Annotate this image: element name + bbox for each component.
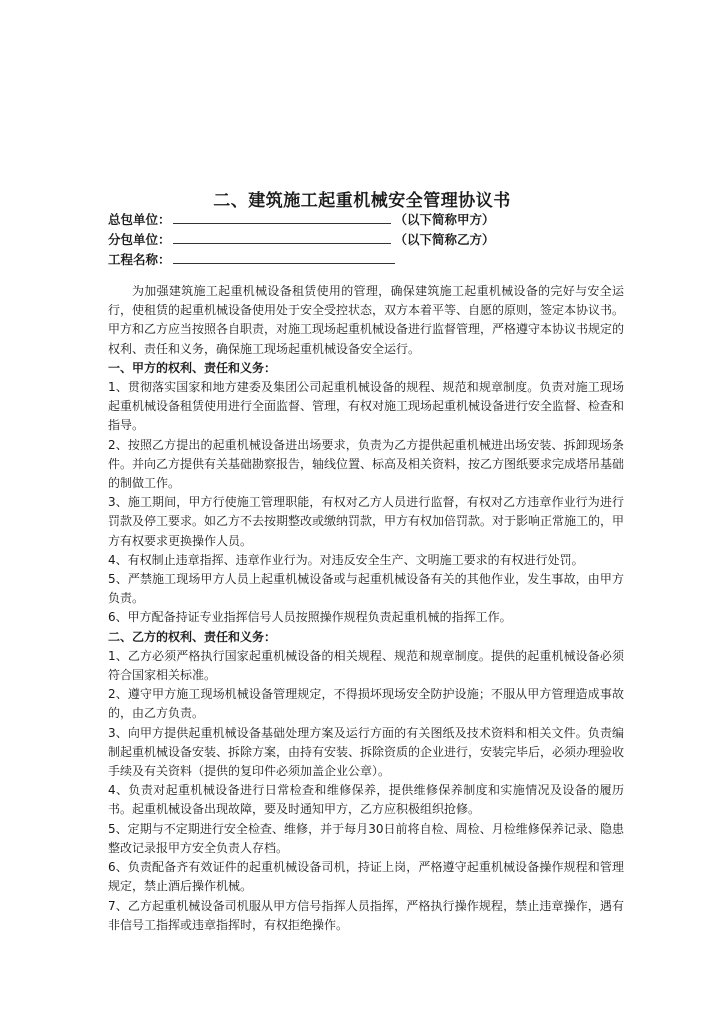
fill-in-blank <box>173 249 395 264</box>
field-label: 总包单位： <box>108 212 171 227</box>
clause-item: 4、有权制止违章指挥、违章作业行为。对违反安全生产、文明施工要求的有权进行处罚。 <box>108 552 584 567</box>
clause-item: 2、遵守甲方施工现场机械设备管理规定，不得损坏现场安全防护设施；不服从甲方管理造成事故的，由乙方负责。 <box>108 687 624 721</box>
clause-item: 7、乙方起重机械设备司机服从甲方信号指挥人员指挥，严格执行操作规程，禁止违章操作，遇有非信号工指挥或违章指挥时，有权拒绝操作。 <box>108 898 624 932</box>
fill-in-blank <box>173 229 391 244</box>
document-title: 二、建筑施工起重机械安全管理协议书 <box>213 191 511 211</box>
section-heading-party-b: 二、乙方的权利、责任和义务： <box>108 629 277 644</box>
fill-in-blank <box>173 209 391 224</box>
clause-item: 1、乙方必须严格执行国家起重机械设备的相关规程、规范和规章制度。提供的起重机械设备必须符合国家相关标准。 <box>108 648 624 683</box>
clause-item: 4、负责对起重机械设备进行日常检查和维修保养，提供维修保养制度和实施情况及设备的履历书。起重机械设备出现故障，要及时通知甲方，乙方应积极组织抢修。 <box>108 783 624 817</box>
clause-item: 2、按照乙方提出的起重机械设备进出场要求，负责为乙方提供起重机械进出场安装、拆卸现场条件。并向乙方提供有关基础勘察报告，轴线位置、标高及相关资料，按乙方图纸要求完成塔吊基础的制做工作。 <box>108 437 625 491</box>
field-note: （以下简称乙方） <box>394 232 495 247</box>
clause-item: 6、负责配备齐有效证件的起重机械设备司机，持证上岗，严格遵守起重机械设备操作规程和管理规定，禁止酒后操作机械。 <box>108 860 624 894</box>
field-general-contractor <box>108 209 495 227</box>
field-project-name <box>108 249 395 267</box>
clause-item: 5、定期与不定期进行安全检查、维修，并于每月30日前将自检、周检、月检维修保养记录、隐患整改记录报甲方安全负责人存档。 <box>108 821 624 855</box>
section-heading-party-a: 一、甲方的权利、责任和义务： <box>108 360 277 375</box>
agreement-body <box>108 282 624 935</box>
field-label: 工程名称： <box>108 252 171 267</box>
field-subcontractor <box>108 229 495 247</box>
field-label: 分包单位： <box>108 232 171 247</box>
field-note: （以下简称甲方） <box>394 212 495 227</box>
clause-item: 1、贯彻落实国家和地方建委及集团公司起重机械设备的规程、规范和规章制度。负责对施工现场起重机械设备租赁使用进行全面监督、管理，有权对施工现场起重机械设备进行安全监督、检查和指导。 <box>108 380 625 433</box>
clause-item: 5、严禁施工现场甲方人员上起重机械设备或与起重机械设备有关的其他作业，发生事故，由甲方负责。 <box>108 572 624 606</box>
clause-item: 6、甲方配备持证专业指挥信号人员按照操作规程负责起重机械的指挥工作。 <box>108 610 512 625</box>
clause-item: 3、向甲方提供起重机械设备基础处理方案及运行方面的有关图纸及技术资料和相关文件。负责编制起重机械设备安装、拆除方案，由持有安装、拆除资质的企业进行，安装完毕后，必须办理验收手续及有关资料（提供的复印件必须加盖企业公章）。 <box>108 725 625 779</box>
intro-paragraph: 为加强建筑施工起重机械设备租赁使用的管理，确保建筑施工起重机械设备的完好与安全运行，使租赁的起重机械设备使用处于安全受控状态，双方本着平等、自愿的原则，签定本协议书。甲方和乙方应当按照各自职责，对施工现场起重机械设备进行监督管理，严格遵守本协议书规定的权利、责任和义务，确保施工现场起重机械设备安全运行。 <box>108 284 625 356</box>
clause-item: 3、施工期间，甲方行使施工管理职能，有权对乙方人员进行监督，有权对乙方违章作业行为进行罚款及停工要求。如乙方不去按期整改或缴纳罚款，甲方有权加倍罚款。对于影响正常施工的，甲方有权要求更换操作人员。 <box>108 495 625 548</box>
